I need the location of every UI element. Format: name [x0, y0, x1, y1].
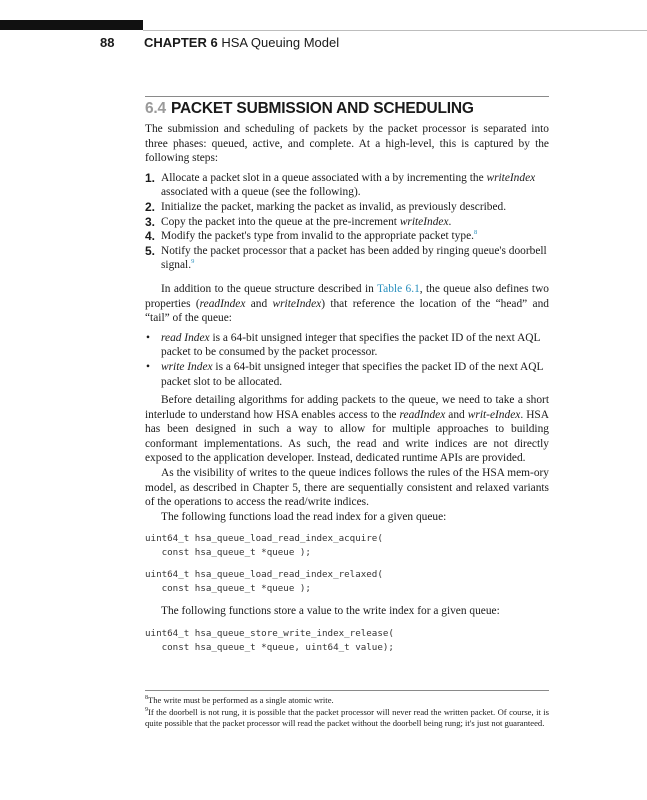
algorithms-paragraph: Before detailing algorithms for adding packets to the queue, we need to take a short interlude to understand how HSA enables access to the readIndex and writ-eIndex. HSA has been designed in such a way to allow for multiple approaches to building conformant implementations. As such, the read and write indices are not directly exposed to the application developer. Instead, dedicated runtime APIs are provided. — [145, 394, 549, 465]
chapter-label: CHAPTER 6 — [144, 35, 218, 50]
section-title: PACKET SUBMISSION AND SCHEDULING — [170, 100, 474, 117]
steps-list — [145, 171, 549, 273]
property-name: write Index — [161, 360, 213, 373]
footnotes — [145, 695, 549, 730]
chapter-title: HSA Queuing Model — [221, 35, 340, 50]
section-number: 6.4 — [145, 100, 166, 117]
footnote-ref[interactable]: 9 — [191, 258, 195, 266]
section-heading — [145, 100, 474, 118]
body-text — [145, 122, 549, 663]
section-rule — [145, 96, 549, 97]
load-functions-paragraph: The following functions load the read index for a given queue: — [161, 510, 447, 523]
code-store-release: uint64_t hsa_queue_store_write_index_release( const hsa_queue_t *queue, uint64_t value); — [145, 628, 394, 654]
chapter-heading — [144, 35, 339, 50]
list-item: 5. Notify the packet processor that a packet has been added by ringing queue's doorbell signal.$^9$ — [145, 243, 547, 272]
list-item: • read Index is a 64-bit unsigned integer that specifies the packet ID of the next AQL packet to be consumed by the packet processor. — [146, 331, 541, 359]
footnote: $^8$The write must be performed as a single atomic write. — [145, 695, 334, 705]
memory-model-paragraph: As the visibility of writes to the queue indices follows the rules of the HSA mem-ory model, as described in Chapter 5, there are sequentially consistent and relaxed variants of the operations to access the read/write indices. — [145, 467, 549, 509]
store-functions-paragraph: The following functions store a value to the write index for a given queue: — [161, 605, 500, 618]
step-number: 1. — [145, 170, 156, 185]
list-item: 4. Modify the packet's type from invalid to the appropriate packet type.$^8$ — [145, 229, 478, 244]
list-item: 2. Initialize the packet, marking the packet as invalid, as previously described. — [145, 199, 507, 214]
header-rule — [143, 30, 647, 31]
bullet: • — [146, 331, 150, 344]
property-name: read Index — [161, 331, 210, 344]
step-number: 2. — [145, 199, 156, 214]
code-load-acquire: uint64_t hsa_queue_load_read_index_acquire( const hsa_queue_t *queue ); — [145, 533, 383, 559]
header-bar — [0, 20, 143, 30]
list-item: 3. Copy the packet into the queue at the pre-increment writeIndex. — [145, 214, 452, 229]
page-number: 88 — [100, 35, 115, 50]
bullet: • — [146, 360, 150, 373]
properties-list — [145, 331, 549, 389]
footnote-ref[interactable]: 8 — [473, 229, 478, 237]
step-number: 5. — [145, 243, 156, 258]
step-number: 3. — [145, 214, 156, 229]
list-item: 1. Allocate a packet slot in a queue associated with a by incrementing the writeIndex associated with a queue (see the following). — [145, 170, 536, 199]
queue-properties-paragraph: In addition to the queue structure described in Table 6.1, the queue also defines two properties (readIndex and writeIndex) that reference the location of the “head” and “tail” of the queue: — [145, 282, 549, 325]
step-number: 4. — [145, 229, 156, 244]
list-item: • write Index is a 64-bit unsigned integer that specifies the packet ID of the next AQL packet slot to be allocated. — [146, 360, 544, 388]
footnote: $^9$If the doorbell is not rung, it is possible that the packet processor will never read the written packet. Of course, it is quite possible that the packet processor will read the packet without the doorbell being rung; it's just not guaranteed. — [145, 706, 549, 728]
intro-paragraph: The submission and scheduling of packets by the packet processor is separated into three phases: queued, active, and complete. At a high-level, this is captured by the following steps: — [145, 123, 549, 165]
footnote-rule — [145, 690, 549, 691]
table-link[interactable]: Table 6.1 — [377, 282, 420, 295]
code-load-relaxed: uint64_t hsa_queue_load_read_index_relaxed( const hsa_queue_t *queue ); — [145, 569, 383, 595]
